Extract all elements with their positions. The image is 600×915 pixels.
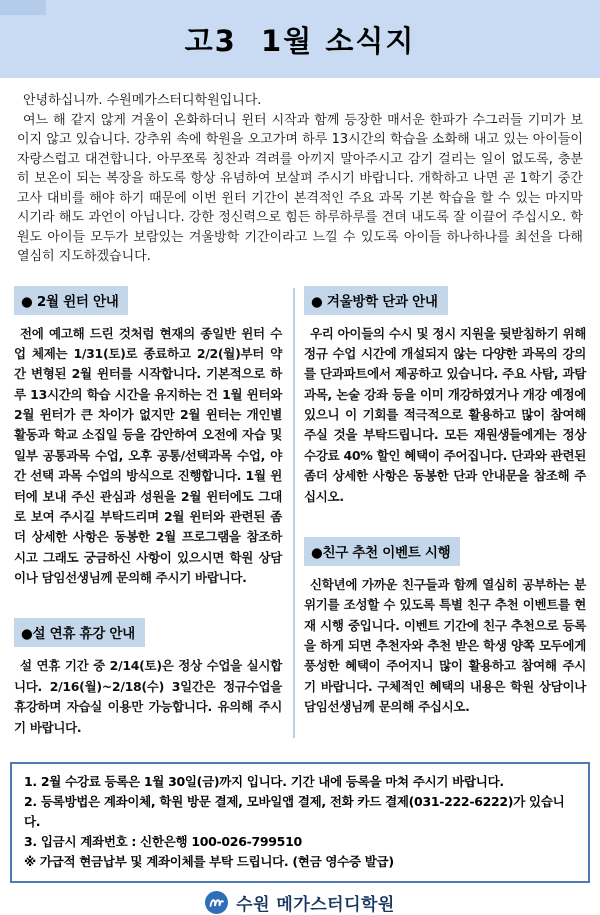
academy-name: 수원 메가스터디학원 (236, 894, 395, 915)
column-divider (293, 288, 295, 738)
header-band (0, 0, 600, 78)
notice-line: 2. 등록방법은 계좌이체, 학원 방문 결제, 모바일앱 결제, 전화 카드 결제(031-222-6222)가 있습니다. (24, 793, 565, 829)
notice-line: 1. 2월 수강료 등록은 1월 30일(금)까지 입니다. 기간 내에 등록을 마쳐 주시기 바랍니다. (24, 773, 504, 789)
megastudy-logo-icon (205, 891, 228, 914)
section-friend-referral (304, 537, 586, 718)
left-column (14, 286, 282, 738)
footer (0, 890, 600, 915)
section-february-winter (14, 286, 282, 589)
section-body-friend-referral: 신학년에 가까운 친구들과 함께 열심히 공부하는 분위기를 조성할 수 있도록 특별 친구 추천 이벤트를 현재 시행 중입니다. 이벤트 기간에 친구 추천으로 등록을 하게 되면 추천자와 추천 받은 학생 양쪽 모두에게 풍성한 혜택이 주어지니 많이 활용하고 참여해 주시기 바랍니다. 구체적인 혜택의 내용은 학원 상담이나 담임선생님께 문의해 주십시오. (304, 576, 586, 715)
intro-paragraph (0, 78, 600, 267)
section-heading-winter-danwa: ● 겨울방학 단과 안내 (304, 286, 448, 315)
intro-body: 여느 해 같지 않게 겨울이 온화하더니 윈터 시작과 함께 등장한 매서운 한파가 수그러들 기미가 보이지 않고 있습니다. 강추위 속에 학원을 오고가며 하루 13시간의 학습을 소화해 내고 있는 아이들이 자랑스럽고 대견합니다. 아무쪼록 칭찬과 격려를 아끼지 말아주시고 감기 걸리는 일이 없도록, 충분히 보온이 되는 복장을 하도록 항상 유념하여 보살펴 주시기 바랍니다. 개학하고 나면 곧 1학기 중간고사 대비를 해야 하기 때문에 이번 윈터 기간이 본격적인 주요 과목 기본 학습을 할 수 있는 마지막 시기라 해도 과언이 아닙니다. 강한 정신력으로 힘든 하루하루를 견뎌 내도록 잘 이끌어 주십시오. 학원도 아이들 모두가 보람있는 겨울방학 기간이라고 느낄 수 있도록 아이들 하나하나를 최선을 다해 열심히 지도하겠습니다. (17, 112, 583, 264)
notice-line: ※ 가급적 현금납부 및 계좌이체를 부탁 드립니다. (현금 영수증 발급) (24, 853, 394, 869)
section-heading-friend-referral: ●친구 추천 이벤트 시행 (304, 537, 460, 566)
header-corner-accent (0, 0, 46, 15)
section-body-seollal-break: 설 연휴 기간 중 2/14(토)은 정상 수업을 실시합니다. 2/16(월)~2/18(수) 3일간은 정규수업을 휴강하며 자습실 이용만 가능합니다. 유의해 주시기 바랍니다. (14, 658, 282, 735)
section-heading-february-winter: ● 2월 윈터 안내 (14, 286, 128, 315)
two-column-area (0, 286, 600, 738)
right-column (304, 286, 586, 738)
section-heading-seollal-break: ●설 연휴 휴강 안내 (14, 618, 145, 647)
page-title: 고3 1월 소식지 (184, 23, 416, 58)
section-seollal-break (14, 618, 282, 738)
intro-greeting: 안녕하십니까. 수원메가스터디학원입니다. (23, 93, 262, 108)
section-body-february-winter: 전에 예고해 드린 것처럼 현재의 종일반 윈터 수업 체제는 1/31(토)로 종료하고 2/2(월)부터 약간 변형된 2월 윈터를 시작합니다. 기본적으로 하루 13시간의 학습 시간을 유지하는 건 1월 윈터와 2월 윈터가 큰 차이가 없지만 2월 윈터는 개인별 활동과 학교 소집일 등을 감안하여 오전에 자습 및 일부 공통과목 수업, 오후 공통/선택과목 수업, 야간 선택 과목 수업의 방식으로 진행합니다. 1월 윈터에 보내 주신 관심과 성원을 2월 윈터에도 그대로 보여 주시길 부탁드리며 2월 윈터와 관련된 좀더 상세한 사항은 동봉한 2월 프로그램을 참조하시고 그래도 궁금하신 사항이 있으시면 학원 상담이나 담임선생님께 문의해 주시기 바랍니다. (14, 325, 282, 585)
section-winter-danwa (304, 286, 586, 507)
payment-notice-box (10, 762, 590, 883)
section-body-winter-danwa: 우리 아이들의 수시 및 정시 지원을 뒷받침하기 위해 정규 수업 시간에 개설되지 않는 다양한 과목의 강의를 단과파트에서 제공하고 있습니다. 주요 사탐, 과탐 과목, 논술 강좌 등을 이미 개강하였거나 개강 예정에 있으니 이 기회를 적극적으로 활용하고 많이 참여해 주실 것을 부탁드립니다. 모든 재원생들에게는 정상 수강료 40% 할인 혜택이 주어집니다. 단과와 관련된 좀더 상세한 사항은 동봉한 단과 안내문을 참조해 주십시오. (304, 325, 586, 504)
notice-line: 3. 입금시 계좌번호 : 신한은행 100-026-799510 (24, 833, 302, 849)
